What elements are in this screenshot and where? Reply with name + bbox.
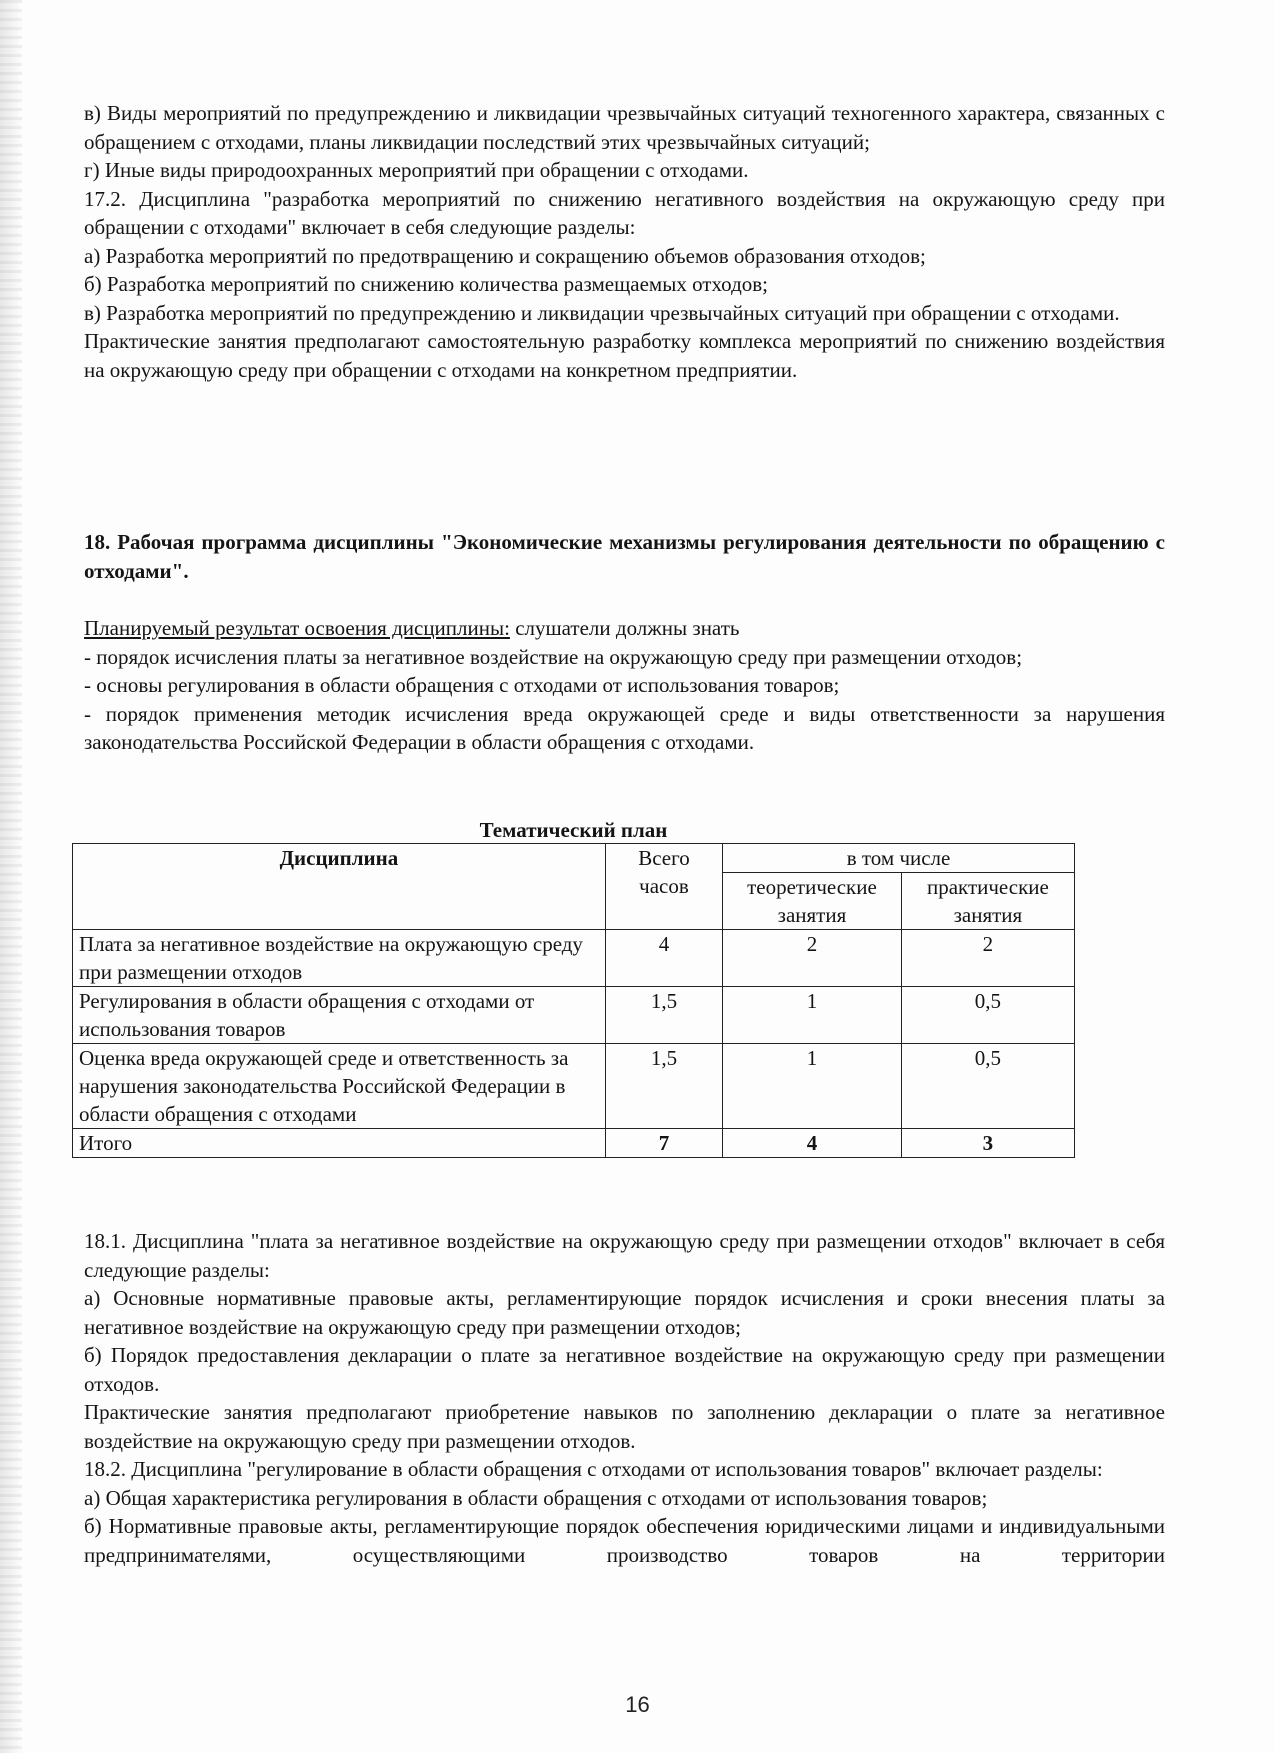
section-18-subsections <box>84 1227 1165 1569</box>
paragraph: 17.2. Дисциплина "разработка мероприятий по снижению негативного воздействия на окружающую среду при обращении с отходами" включает в себя следующие разделы: <box>84 186 1165 239</box>
row-total: 4 <box>605 930 722 987</box>
totals-practice: 3 <box>901 1129 1074 1158</box>
paragraph: б) Порядок предоставления декларации о плате за негативное воздействие на окружающую среду при размещении отходов. <box>84 1343 1165 1396</box>
row-practice: 0,5 <box>901 987 1074 1044</box>
paragraph: 18.2. Дисциплина "регулирование в области обращения с отходами от использования товаров" включает разделы: <box>84 1457 1103 1481</box>
paragraph: 18.1. Дисциплина "плата за негативное воздействие на окружающую среду при размещении отходов" включает в себя следующие разделы: <box>84 1229 1165 1282</box>
section-17-continuation <box>84 99 1165 384</box>
section-18-heading: 18. Рабочая программа дисциплины "Экономические механизмы регулирования деятельности по обращению с отходами". <box>84 530 1165 583</box>
table-totals-row <box>73 1129 1075 1158</box>
row-total: 1,5 <box>605 987 722 1044</box>
outcome-item: - порядок исчисления платы за негативное воздействие на окружающую среду при размещении отходов; <box>84 644 1023 669</box>
totals-total: 7 <box>605 1129 722 1158</box>
paragraph: б) Разработка мероприятий по снижению количества размещаемых отходов; <box>84 272 768 296</box>
thematic-plan-table <box>72 843 1075 1158</box>
header-theory: теоретические занятия <box>723 873 902 930</box>
row-discipline: Оценка вреда окружающей среде и ответственность за нарушения законодательства Российской Федерации в области обращения с отходами <box>73 1044 606 1129</box>
scan-edge-artifact <box>0 0 22 1753</box>
totals-label: Итого <box>73 1129 606 1158</box>
row-practice: 2 <box>901 930 1074 987</box>
row-total: 1,5 <box>605 1044 722 1129</box>
table-row <box>73 987 1075 1044</box>
row-discipline: Регулирования в области обращения с отходами от использования товаров <box>73 987 606 1044</box>
paragraph: в) Виды мероприятий по предупреждению и ликвидации чрезвычайных ситуаций техногенного характера, связанных с обращением с отходами, планы ликвидации последствий этих чрезвычайных ситуаций; <box>84 101 1165 154</box>
row-theory: 1 <box>723 1044 902 1129</box>
paragraph: б) Нормативные правовые акты, регламентирующие порядок обеспечения юридическими лицами и индивидуальными предпринимателями, осуществляющими производство товаров на территории <box>84 1514 1165 1567</box>
table-row <box>73 930 1075 987</box>
header-discipline: Дисциплина <box>73 844 606 930</box>
planned-result-rest: слушатели должны знать <box>509 616 740 640</box>
header-total-hours: Всего часов <box>605 844 722 930</box>
paragraph: а) Разработка мероприятий по предотвращению и сокращению объемов образования отходов; <box>84 243 926 268</box>
planned-results <box>84 614 1165 757</box>
planned-result-intro <box>84 614 1165 643</box>
outcome-item: - порядок применения методик исчисления вреда окружающей среде и виды ответственности за нарушения законодательства Российской Федерации в области обращения с отходами. <box>84 701 1165 754</box>
paragraph: г) Иные виды природоохранных мероприятий при обращении с отходами. <box>84 158 749 182</box>
planned-result-label: Планируемый результат освоения дисциплины: <box>84 616 510 640</box>
row-discipline: Плата за негативное воздействие на окружающую среду при размещении отходов <box>73 930 606 987</box>
page-number: 16 <box>625 1692 650 1717</box>
paragraph: а) Общая характеристика регулирования в области обращения с отходами от использования товаров; <box>84 1485 988 1510</box>
paragraph: Практические занятия предполагают самостоятельную разработку комплекса мероприятий по снижению воздействия на окружающую среду при обращении с отходами на конкретном предприятии. <box>84 329 1165 382</box>
row-theory: 1 <box>723 987 902 1044</box>
outcome-item: - основы регулирования в области обращения с отходами от использования товаров; <box>84 673 840 697</box>
paragraph: Практические занятия предполагают приобретение навыков по заполнению декларации о плате за негативное воздействие на окружающую среду при размещении отходов. <box>84 1400 1165 1453</box>
row-practice: 0,5 <box>901 1044 1074 1129</box>
table-row <box>73 1044 1075 1129</box>
header-practice: практические занятия <box>901 873 1074 930</box>
paragraph: а) Основные нормативные правовые акты, регламентирующие порядок исчисления и сроки внесения платы за негативное воздействие на окружающую среду при размещении отходов; <box>84 1286 1165 1339</box>
totals-theory: 4 <box>723 1129 902 1158</box>
row-theory: 2 <box>723 930 902 987</box>
table-header-row <box>73 844 1075 873</box>
header-including: в том числе <box>723 844 1075 873</box>
table-caption: Тематический план <box>479 818 668 842</box>
paragraph: в) Разработка мероприятий по предупреждению и ликвидации чрезвычайных ситуаций при обращении с отходами. <box>84 300 1120 325</box>
